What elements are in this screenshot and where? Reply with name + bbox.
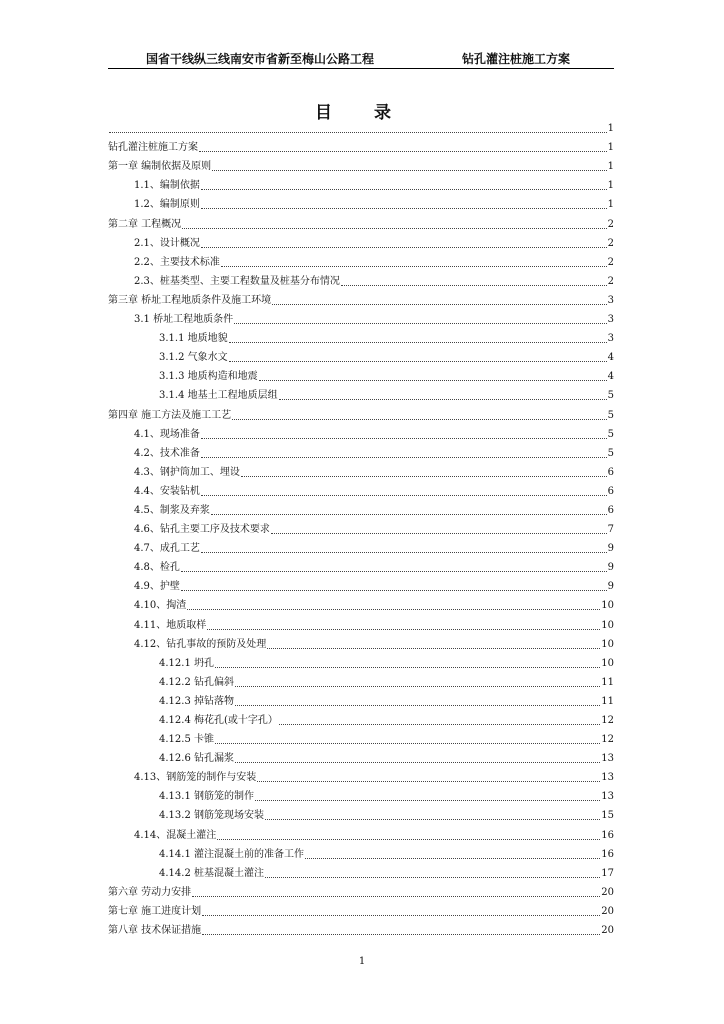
- toc-leader-dots: [182, 227, 606, 229]
- toc-entry[interactable]: [108, 765, 614, 784]
- toc-entry[interactable]: [108, 269, 614, 288]
- toc-entry-page: 6: [607, 485, 614, 497]
- toc-entry[interactable]: [108, 460, 614, 479]
- toc-leader-dots: [201, 207, 607, 209]
- toc-entry-page: 5: [607, 390, 614, 402]
- page-number: 1: [358, 956, 366, 967]
- toc-entry-title: 4.6、钻孔主要工序及技术要求: [134, 524, 270, 536]
- toc-entry-page: 4: [607, 352, 614, 364]
- toc-entry-page: 2: [607, 256, 614, 268]
- toc-entry-title: 4.1、现场准备: [134, 428, 200, 440]
- toc-entry-title: 4.12.5 卡锥: [159, 734, 214, 746]
- toc-entry-title: 4.12.6 钻孔漏浆: [159, 753, 234, 765]
- toc-leader-dots: [201, 437, 607, 439]
- toc-entry-page: 3: [607, 294, 614, 306]
- toc-leader-dots: [201, 551, 607, 553]
- toc-entry[interactable]: [108, 555, 614, 574]
- toc-entry-page: 6: [607, 466, 614, 478]
- toc-entry-title: 4.10、掏渣: [134, 600, 187, 612]
- table-of-contents: [108, 116, 614, 937]
- toc-entry-page: 20: [601, 886, 614, 898]
- toc-entry[interactable]: [108, 899, 614, 918]
- toc-entry-page: 20: [601, 925, 614, 937]
- toc-entry[interactable]: [108, 880, 614, 899]
- toc-entry[interactable]: [108, 632, 614, 651]
- toc-entry[interactable]: [108, 231, 614, 250]
- toc-entry[interactable]: [108, 670, 614, 689]
- toc-entry[interactable]: [108, 154, 614, 173]
- toc-entry-page: 13: [601, 753, 614, 765]
- toc-leader-dots: [201, 494, 607, 496]
- toc-leader-dots: [215, 666, 600, 668]
- toc-leader-dots: [265, 818, 600, 820]
- toc-entry[interactable]: [108, 536, 614, 555]
- toc-entry-page: 1: [607, 142, 614, 154]
- toc-entry[interactable]: [108, 861, 614, 880]
- toc-leader-dots: [235, 704, 600, 706]
- toc-leader-dots: [232, 418, 606, 420]
- toc-entry[interactable]: [108, 250, 614, 269]
- toc-entry-title: 4.12.1 坍孔: [159, 657, 214, 669]
- toc-entry-title: 3.1.2 气象水文: [159, 352, 228, 364]
- toc-leader-dots: [341, 284, 607, 286]
- toc-entry[interactable]: [108, 441, 614, 460]
- toc-entry-title: 4.14、混凝土灌注: [134, 829, 217, 841]
- toc-entry[interactable]: [108, 173, 614, 192]
- toc-title: 目 录: [315, 103, 409, 123]
- toc-entry-title: 1.2、编制原则: [134, 199, 200, 211]
- toc-leader-dots: [215, 742, 600, 744]
- toc-leader-dots: [267, 647, 600, 649]
- toc-entry[interactable]: [108, 574, 614, 593]
- toc-entry-title: 3.1.4 地基土工程地质层组: [159, 390, 278, 402]
- toc-entry-page: 5: [607, 447, 614, 459]
- toc-leader-dots: [241, 475, 607, 477]
- toc-entry[interactable]: [108, 364, 614, 383]
- toc-entry-page: 12: [601, 734, 614, 746]
- toc-leader-dots: [235, 685, 600, 687]
- toc-entry[interactable]: [108, 211, 614, 230]
- toc-entry[interactable]: [108, 842, 614, 861]
- toc-entry-page: 1: [607, 199, 614, 211]
- toc-leader-dots: [229, 341, 607, 343]
- toc-leader-dots: [187, 608, 600, 610]
- toc-entry[interactable]: [108, 402, 614, 421]
- toc-entry-page: 5: [607, 409, 614, 421]
- header-project-name: 国省干线纵三线南安市省新至梅山公路工程: [146, 52, 375, 66]
- toc-leader-dots: [234, 322, 607, 324]
- toc-entry-title: 4.9、护壁: [134, 581, 180, 593]
- toc-entry-page: 4: [607, 371, 614, 383]
- toc-entry[interactable]: [108, 727, 614, 746]
- toc-entry-page: 13: [601, 791, 614, 803]
- toc-entry-page: 15: [601, 810, 614, 822]
- toc-entry[interactable]: [108, 422, 614, 441]
- toc-entry-title: 4.12、钻孔事故的预防及处理: [134, 638, 267, 650]
- toc-entry-title: 2.1、设计概况: [134, 237, 200, 249]
- toc-entry-title: 第一章 编制依据及原则: [108, 161, 212, 173]
- toc-leader-dots: [279, 398, 607, 400]
- toc-entry[interactable]: [108, 135, 614, 154]
- toc-entry-page: 11: [601, 695, 614, 707]
- toc-leader-dots: [279, 723, 600, 725]
- toc-entry-page: 1: [607, 180, 614, 192]
- toc-entry-title: 3.1.1 地质地貌: [159, 333, 228, 345]
- toc-entry-title: 4.3、钢护筒加工、埋设: [134, 466, 240, 478]
- toc-entry-page: 20: [601, 905, 614, 917]
- toc-entry-page: 1: [607, 123, 614, 135]
- toc-entry-title: 4.11、地质取样: [134, 619, 207, 631]
- toc-entry-page: 9: [607, 581, 614, 593]
- toc-leader-dots: [212, 169, 606, 171]
- toc-entry-page: 7: [607, 524, 614, 536]
- toc-entry-page: 3: [607, 333, 614, 345]
- toc-entry-title: 4.12.3 掉钻落物: [159, 695, 234, 707]
- toc-entry-title: 4.14.1 灌注混凝土前的准备工作: [159, 848, 304, 860]
- toc-entry-page: 10: [601, 638, 614, 650]
- toc-entry-title: 第四章 施工方法及施工工艺: [108, 409, 232, 421]
- toc-entry-page: 9: [607, 543, 614, 555]
- toc-entry-page: 16: [601, 829, 614, 841]
- toc-entry[interactable]: [108, 517, 614, 536]
- toc-entry-title: 4.13.1 钢筋笼的制作: [159, 791, 254, 803]
- toc-entry-title: 第三章 桥址工程地质条件及施工环境: [108, 294, 272, 306]
- toc-entry[interactable]: [108, 822, 614, 841]
- toc-entry[interactable]: [108, 803, 614, 822]
- toc-entry-page: 2: [607, 275, 614, 287]
- toc-leader-dots: [271, 532, 607, 534]
- toc-entry-title: 2.3、桩基类型、主要工程数量及桩基分布情况: [134, 275, 340, 287]
- toc-leader-dots: [305, 857, 600, 859]
- toc-leader-dots: [202, 933, 600, 935]
- toc-leader-dots: [217, 838, 600, 840]
- toc-entry-page: 6: [607, 504, 614, 516]
- toc-entry-title: 4.13.2 钢筋笼现场安装: [159, 810, 264, 822]
- toc-entry[interactable]: [108, 479, 614, 498]
- toc-entry[interactable]: [108, 498, 614, 517]
- toc-entry-title: 4.4、安装钻机: [134, 485, 200, 497]
- toc-entry-page: 10: [601, 619, 614, 631]
- toc-entry-page: 10: [601, 600, 614, 612]
- toc-entry-page: 2: [607, 237, 614, 249]
- toc-entry-page: 17: [601, 867, 614, 879]
- toc-entry-title: 4.12.4 梅花孔(或十字孔）: [159, 715, 278, 726]
- toc-entry[interactable]: [108, 307, 614, 326]
- toc-entry[interactable]: [108, 784, 614, 803]
- toc-entry-page: 5: [607, 428, 614, 440]
- toc-leader-dots: [221, 265, 607, 267]
- toc-entry[interactable]: [108, 326, 614, 345]
- toc-leader-dots: [202, 914, 600, 916]
- toc-entry-page: 13: [601, 772, 614, 784]
- toc-entry-title: 4.5、制浆及弃浆: [134, 504, 210, 516]
- header-document-name: 钻孔灌注桩施工方案: [462, 52, 571, 66]
- toc-entry-title: 4.2、技术准备: [134, 447, 200, 459]
- toc-leader-dots: [235, 761, 600, 763]
- toc-leader-dots: [201, 456, 607, 458]
- toc-leader-dots: [181, 570, 607, 572]
- toc-leader-dots: [229, 360, 607, 362]
- toc-entry[interactable]: [108, 116, 614, 135]
- toc-entry-page: 12: [601, 715, 614, 726]
- toc-leader-dots: [201, 188, 607, 190]
- toc-entry-title: 第八章 技术保证措施: [108, 925, 202, 937]
- toc-entry-title: 第六章 劳动力安排: [108, 886, 192, 898]
- toc-entry[interactable]: [108, 689, 614, 708]
- toc-leader-dots: [259, 379, 607, 381]
- toc-leader-dots: [201, 246, 607, 248]
- toc-entry[interactable]: [108, 918, 614, 937]
- toc-entry-title: 4.8、检孔: [134, 562, 180, 574]
- toc-leader-dots: [109, 131, 607, 133]
- toc-entry-page: 16: [601, 848, 614, 860]
- toc-entry-title: 3.1.3 地质构造和地震: [159, 371, 258, 383]
- toc-entry-title: 4.7、成孔工艺: [134, 543, 200, 555]
- toc-leader-dots: [192, 895, 600, 897]
- toc-entry[interactable]: [108, 651, 614, 670]
- toc-entry-page: 11: [601, 676, 614, 688]
- toc-entry[interactable]: [108, 192, 614, 211]
- toc-leader-dots: [199, 150, 607, 152]
- toc-entry-title: 第二章 工程概况: [108, 218, 182, 230]
- toc-entry-title: 第七章 施工进度计划: [108, 905, 202, 917]
- toc-leader-dots: [255, 799, 600, 801]
- toc-entry-title: 4.14.2 桩基混凝土灌注: [159, 867, 264, 879]
- toc-entry-title: 1.1、编制依据: [134, 180, 200, 192]
- toc-entry[interactable]: [108, 345, 614, 364]
- toc-entry[interactable]: [108, 288, 614, 307]
- toc-leader-dots: [181, 589, 607, 591]
- toc-entry-title: 钻孔灌注桩施工方案: [108, 142, 198, 154]
- toc-entry[interactable]: [108, 383, 614, 402]
- toc-leader-dots: [265, 876, 600, 878]
- toc-entry[interactable]: [108, 593, 614, 612]
- toc-entry-page: 1: [607, 161, 614, 173]
- toc-leader-dots: [257, 780, 600, 782]
- toc-entry-title: 4.13、钢筋笼的制作与安装: [134, 772, 257, 784]
- toc-leader-dots: [211, 513, 607, 515]
- page-header: [108, 50, 614, 69]
- toc-entry-title: 2.2、主要技术标准: [134, 256, 220, 268]
- toc-entry[interactable]: [108, 708, 614, 727]
- toc-entry-page: 2: [607, 218, 614, 230]
- toc-leader-dots: [272, 303, 606, 305]
- toc-entry[interactable]: [108, 612, 614, 631]
- toc-entry[interactable]: [108, 746, 614, 765]
- toc-entry-page: 10: [601, 657, 614, 669]
- toc-entry-page: 9: [607, 562, 614, 574]
- toc-entry-page: 3: [607, 314, 614, 326]
- toc-entry-title: 3.1 桥址工程地质条件: [134, 314, 234, 326]
- toc-entry-title: 4.12.2 钻孔偏斜: [159, 676, 234, 688]
- toc-leader-dots: [207, 628, 600, 630]
